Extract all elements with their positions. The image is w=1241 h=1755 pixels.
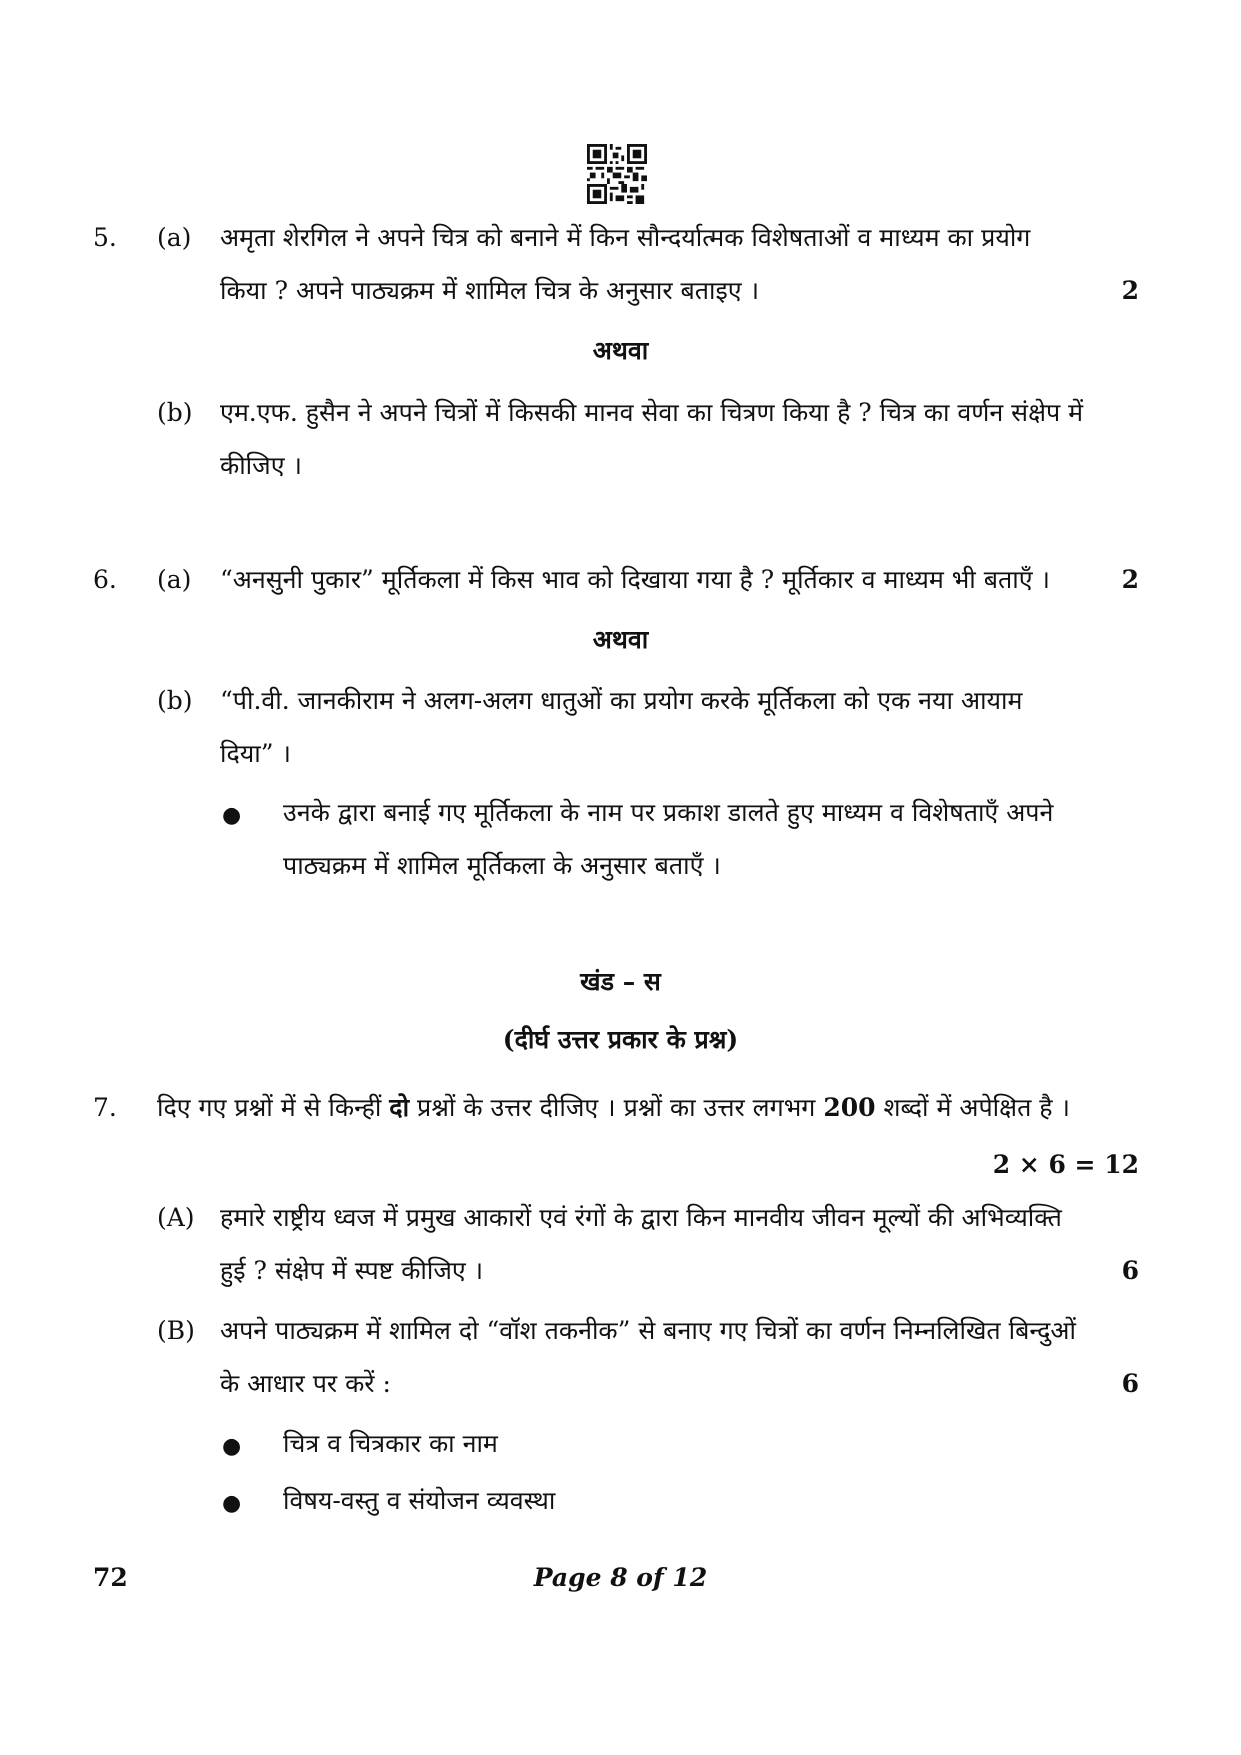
bullet-text: उनके द्वारा बनाई गए मूर्तिकला के नाम पर प्रकाश डालते हुए माध्यम व विशेषताएँ अपने xyxy=(283,798,1054,827)
bullet-text: चित्र व चित्रकार का नाम xyxy=(283,1429,498,1458)
question-text: किया ? अपने पाठ्यक्रम में शामिल चित्र के अनुसार बताइए । xyxy=(220,276,760,305)
option-label: (b) xyxy=(157,686,193,715)
question-text: के आधार पर करें : xyxy=(220,1369,391,1398)
bullet-text: पाठ्यक्रम में शामिल मूर्तिकला के अनुसार बताएँ । xyxy=(283,851,721,880)
question-text: हुई ? संक्षेप में स्पष्ट कीजिए । xyxy=(220,1256,484,1285)
bullet-icon: ● xyxy=(222,1491,242,1516)
option-label: (b) xyxy=(157,398,193,427)
section-subtitle: (दीर्घ उत्तर प्रकार के प्रश्न) xyxy=(502,1025,739,1054)
question-text: “पी.वी. जानकीराम ने अलग-अलग धातुओं का प्रयोग करके मूर्तिकला को एक नया आयाम xyxy=(220,686,1023,715)
option-label: (B) xyxy=(157,1316,195,1345)
question-number: 6. xyxy=(93,565,117,594)
question-text: “अनसुनी पुकार” मूर्तिकला में किस भाव को दिखाया गया है ? मूर्तिकार व माध्यम भी बताएँ । xyxy=(220,565,1050,594)
bullet-icon: ● xyxy=(222,1434,242,1459)
total-marks: 2 × 6 = 12 xyxy=(992,1150,1139,1179)
option-label: (A) xyxy=(157,1203,195,1232)
question-number: 5. xyxy=(93,223,117,252)
question-text: हमारे राष्ट्रीय ध्वज में प्रमुख आकारों एवं रंगों के द्वारा किन मानवीय जीवन मूल्यों की अभिव्यक्ति xyxy=(220,1203,1062,1232)
question-text: अमृता शेरगिल ने अपने चित्र को बनाने में किन सौन्दर्यात्मक विशेषताओं व माध्यम का प्रयोग xyxy=(220,223,1031,252)
bullet-icon: ● xyxy=(222,803,242,828)
option-label: (a) xyxy=(157,223,192,252)
section-title: खंड – स xyxy=(580,967,661,996)
question-text: एम.एफ. हुसैन ने अपने चित्रों में किसकी मानव सेवा का चित्रण किया है ? चित्र का वर्णन संक्षेप में xyxy=(220,398,1084,427)
or-separator: अथवा xyxy=(592,336,649,365)
paper-code: 72 xyxy=(93,1563,128,1592)
question-number: 7. xyxy=(93,1093,117,1122)
question-text: कीजिए । xyxy=(220,451,302,480)
option-label: (a) xyxy=(157,565,192,594)
marks: 6 xyxy=(1121,1256,1139,1285)
or-separator: अथवा xyxy=(592,625,649,654)
question-instruction: दिए गए प्रश्नों में से किन्हीं दो प्रश्नों के उत्तर दीजिए । प्रश्नों का उत्तर लगभग 200 शब्दों में अपेक्षित है । xyxy=(157,1093,1070,1122)
marks: 2 xyxy=(1121,276,1139,305)
question-text: अपने पाठ्यक्रम में शामिल दो “वॉश तकनीक” से बनाए गए चित्रों का वर्णन निम्नलिखित बिन्दुओं xyxy=(220,1316,1076,1345)
marks: 6 xyxy=(1121,1369,1139,1398)
page-number: Page 8 of 12 xyxy=(533,1563,708,1592)
marks: 2 xyxy=(1121,565,1139,594)
question-text: दिया” । xyxy=(220,739,291,768)
bullet-text: विषय-वस्तु व संयोजन व्यवस्था xyxy=(283,1486,556,1515)
qr-code xyxy=(585,144,649,204)
